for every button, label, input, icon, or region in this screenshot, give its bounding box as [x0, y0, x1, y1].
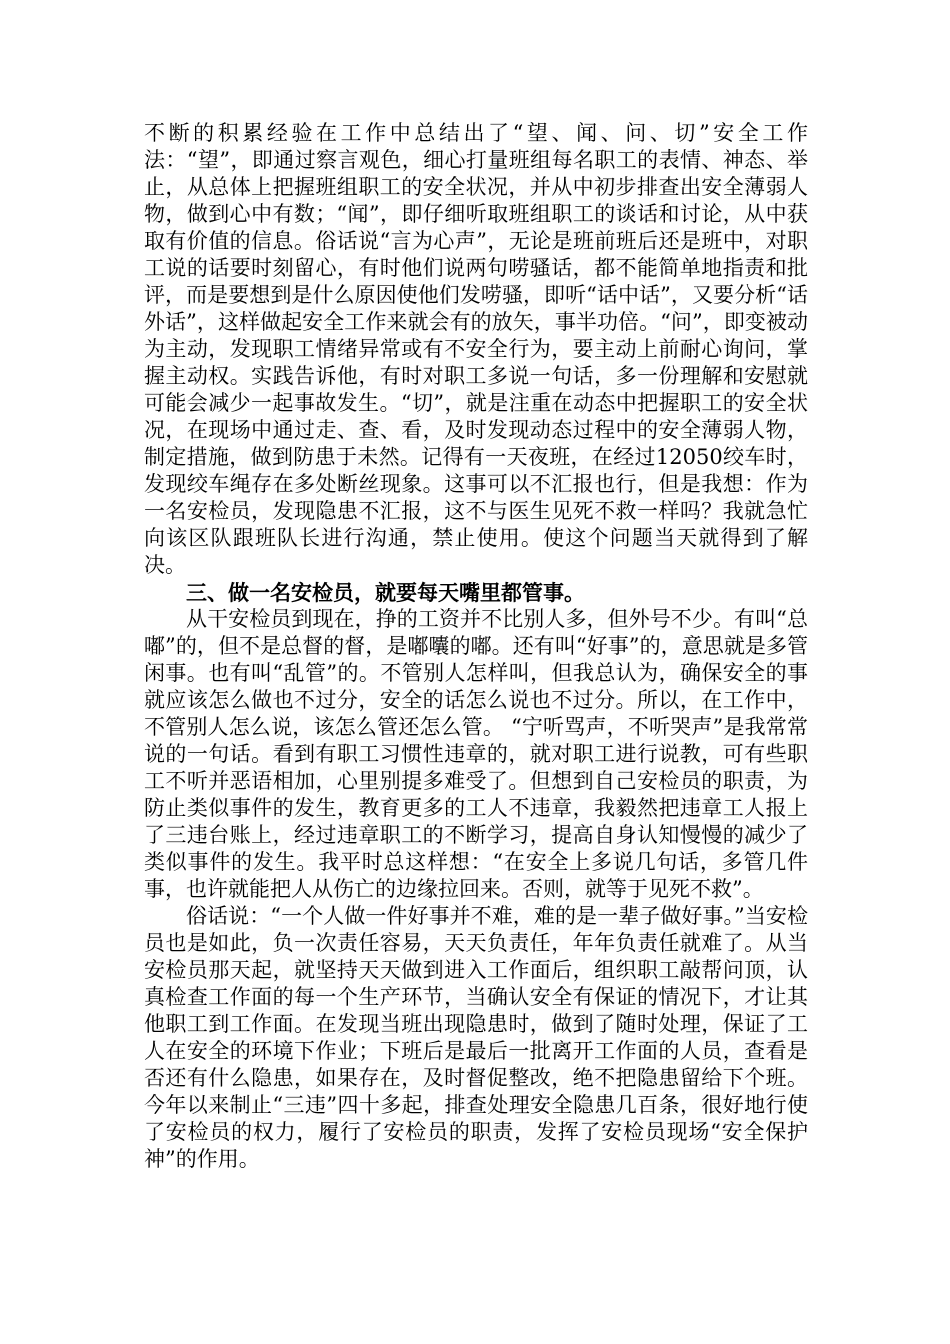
body-paragraph-1: 不断的积累经验在工作中总结出了“望、闻、问、切”安全工作法：“望”，即通过察言观色，细心打量班组每名职工的表情、神态、举止，从总体上把握班组职工的安全状况，并从中初步排查出安全薄弱人物，做到心中有数；“闻”，即仔细听取班组职工的谈话和讨论，从中获取有价值的信息。俗话说“言为心声”，无论是班前班后还是班中，对职工说的话要时刻留心，有时他们说两句唠骚话，都不能简单地指责和批评，而是要想到是什么原因使他们发唠骚，即听“话中话”，又要分析“话外话”，这样做起安全工作来就会有的放矢，事半功倍。“问”，即变被动为主动，发现职工情绪异常或有不安全行为，要主动上前耐心询问，掌握主动权。实践告诉他，有时对职工多说一句话，多一份理解和安慰就可能会减少一起事故发生。“切”，就是注重在动态中把握职工的安全状况，在现场中通过走、查、看，及时发现动态过程中的安全薄弱人物，制定措施，做到防患于未然。记得有一天夜班，在经过12050绞车时，发现绞车绳存在多处断丝现象。这事可以不汇报也行，但是我想：作为一名安检员，发现隐患不汇报，这不与医生见死不救一样吗？我就急忙向该区队跟班队长进行沟通，禁止使用。使这个问题当天就得到了解决。 — [144, 121, 808, 577]
body-paragraph-2: 从干安检员到现在，挣的工资并不比别人多，但外号不少。有叫“总嘟”的，但不是总督的督，是嘟囔的嘟。还有叫“好事”的，意思就是多管闲事。也有叫“乱管”的。不管别人怎样叫，但我总认为，确保安全的事就应该怎么做也不过分，安全的话怎么说也不过分。所以，在工作中，不管别人怎么说，该怎么管还怎么管。 “宁听骂声，不听哭声”是我常常说的一句话。看到有职工习惯性违章的，就对职工进行说教，可有些职工不听并恶语相加，心里别提多难受了。但想到自己安检员的职责，为防止类似事件的发生，教育更多的工人不违章，我毅然把违章工人报上了三违台账上，经过违章职工的不断学习，提高自身认知慢慢的减少了类似事件的发生。我平时总这样想：“在安全上多说几句话，多管几件事，也许就能把人从伤亡的边缘拉回来。否则，就等于见死不救”。 — [144, 607, 808, 901]
document-page — [144, 120, 808, 1173]
body-paragraph-3: 俗话说：“一个人做一件好事并不难，难的是一辈子做好事。”当安检员也是如此，负一次责任容易，天天负责任，年年负责任就难了。从当安检员那天起，就坚持天天做到进入工作面后，组织职工敲帮问顶，认真检查工作面的每一个生产环节，当确认安全有保证的情况下，才让其他职工到工作面。在发现当班出现隐患时，做到了随时处理，保证了工人在安全的环境下作业；下班后是最后一批离开工作面的人员，查看是否还有什么隐患，如果存在，及时督促整改，绝不把隐患留给下个班。今年以来制止“三违”四十多起，排查处理安全隐患几百条，很好地行使了安检员的权力，履行了安检员的职责，发挥了安检员现场“安全保护神”的作用。 — [144, 904, 808, 1171]
section-heading-3: 三、做一名安检员，就要每天嘴里都管事。 — [186, 580, 585, 605]
